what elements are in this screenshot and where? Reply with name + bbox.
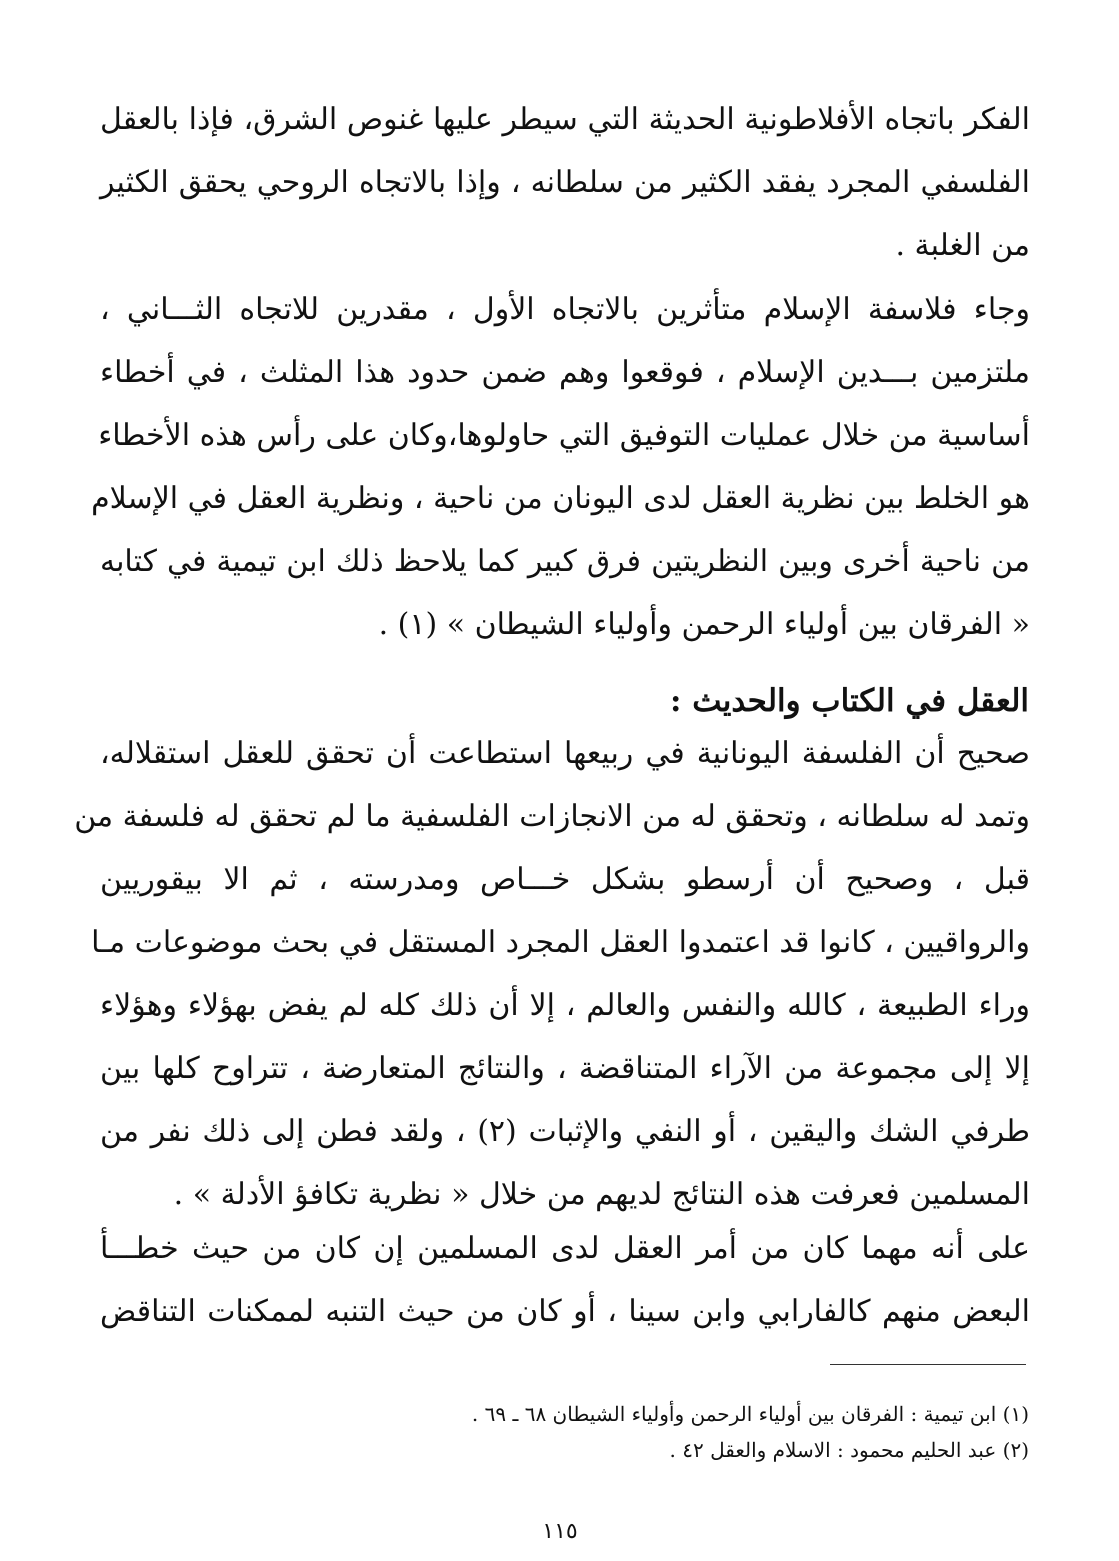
paragraph-3: [74, 722, 1030, 1226]
page-number: ١١٥: [542, 1519, 578, 1544]
text-line: على أنه مهما كان من أمر العقل لدى المسلمين إن كان من حيث خطـــأ: [100, 1231, 1030, 1266]
text-line: طرفي الشك واليقين ، أو النفي والإثبات (٢) ، ولقد فطن إلى ذلك نفر من: [100, 1114, 1030, 1149]
paragraph-1: [100, 88, 1030, 277]
footnote-1: (١) ابن تيمية : الفرقان بين أولياء الرحمن وأولياء الشيطان ٦٨ ـ ٦٩ .: [471, 1402, 1029, 1426]
text-line: صحيح أن الفلسفة اليونانية في ربيعها استطاعت أن تحقق للعقل استقلاله،: [100, 736, 1030, 771]
text-line: إلا إلى مجموعة من الآراء المتناقضة ، والنتائج المتعارضة ، تتراوح كلها بين: [100, 1051, 1030, 1086]
footnote-separator: [830, 1364, 1026, 1365]
text-line: « الفرقان بين أولياء الرحمن وأولياء الشيطان » (١) .: [378, 607, 1030, 642]
text-line: من الغلبة .: [895, 228, 1030, 263]
text-line: الفكر باتجاه الأفلاطونية الحديثة التي سيطر عليها غنوص الشرق، فإذا بالعقل: [100, 102, 1030, 137]
text-line: قبل ، وصحيح أن أرسطو بشكل خـــاص ومدرسته ، ثم الا بيقوريين: [100, 862, 1030, 897]
section-heading: العقل في الكتاب والحديث :: [670, 683, 1029, 719]
paragraph-2: [91, 278, 1030, 656]
text-line: والرواقيين ، كانوا قد اعتمدوا العقل المجرد المستقل في بحث موضوعات مـا: [91, 925, 1030, 960]
text-line: أساسية من خلال عمليات التوفيق التي حاولوها،وكان على رأس هذه الأخطاء: [98, 418, 1030, 453]
footnotes: [329, 1396, 1029, 1468]
text-line: من ناحية أخرى وبين النظريتين فرق كبير كما يلاحظ ذلك ابن تيمية في كتابه: [100, 544, 1030, 579]
text-line: وراء الطبيعة ، كالله والنفس والعالم ، إلا أن ذلك كله لم يفض بهؤلاء وهؤلاء: [100, 988, 1030, 1023]
text-line: هو الخلط بين نظرية العقل لدى اليونان من ناحية ، ونظرية العقل في الإسلام: [91, 481, 1030, 516]
text-line: البعض منهم كالفارابي وابن سينا ، أو كان من حيث التنبه لممكنات التناقض: [100, 1294, 1030, 1329]
text-line: ملتزمين بـــدين الإسلام ، فوقعوا وهم ضمن حدود هذا المثلث ، في أخطاء: [100, 355, 1030, 390]
text-line: وجاء فلاسفة الإسلام متأثرين بالاتجاه الأول ، مقدرين للاتجاه الثـــاني ،: [100, 292, 1030, 327]
footnote-2: (٢) عبد الحليم محمود : الاسلام والعقل ٤٢ .: [669, 1438, 1029, 1462]
text-line: المسلمين فعرفت هذه النتائج لديهم من خلال « نظرية تكافؤ الأدلة » .: [173, 1177, 1030, 1212]
text-line: وتمد له سلطانه ، وتحقق له من الانجازات الفلسفية ما لم تحقق له فلسفة من: [74, 799, 1030, 834]
paragraph-4: [100, 1217, 1030, 1343]
text-line: الفلسفي المجرد يفقد الكثير من سلطانه ، وإذا بالاتجاه الروحي يحقق الكثير: [100, 165, 1030, 200]
